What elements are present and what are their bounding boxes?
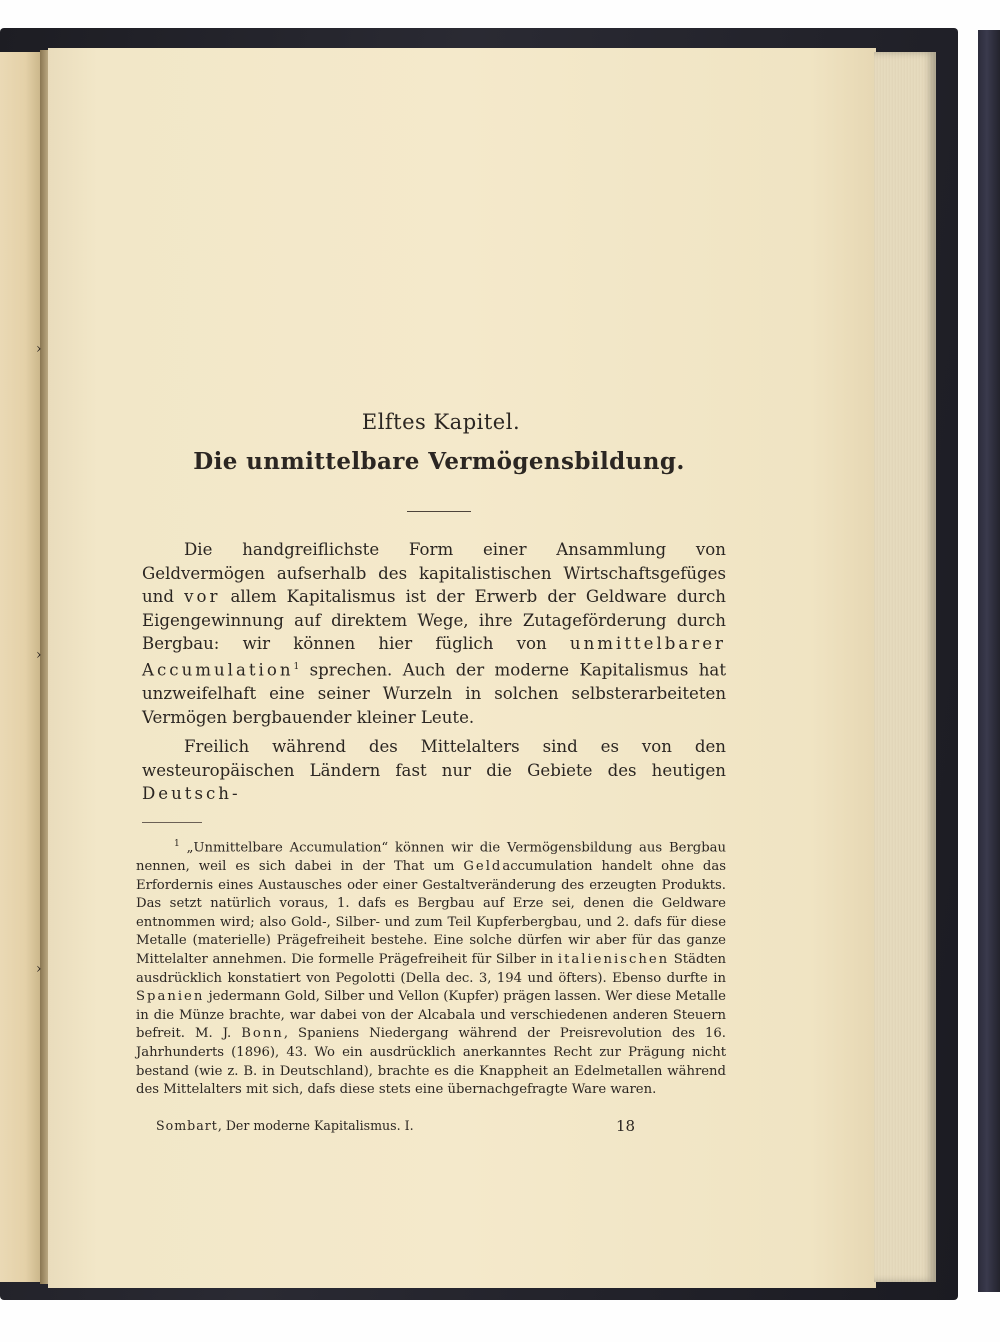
footnote-text: „Unmittelbare Accumulation“ können wir die Vermögensbildung aus Bergbau nennen, weil es sich dabei in der That um (136, 840, 726, 875)
footnote-text: jedermann Gold, Silber und Vellon (Kupfer) prägen lassen. Wer diese Metalle in die Münze brachte, war dabei von der Alcabala und verschiedenen anderen Steuern befreit. M. J. (136, 989, 726, 1042)
footnote-emphasis: Bonn (241, 1026, 284, 1042)
margin-mark: › (36, 647, 42, 663)
cover-edge (978, 30, 1000, 1292)
emphasis-text: Deutsch- (142, 784, 241, 804)
title-rule (407, 511, 471, 512)
page-number: 18 (616, 1117, 636, 1135)
footnote-marker: 1 (174, 839, 180, 850)
footnote-reference: 1 (293, 661, 300, 672)
body-paragraph (136, 735, 726, 806)
paragraph-text: sprechen. Auch der moderne Kapitalismus hat unzweifelhaft eine seiner Wurzeln in solchen selbsterarbeiteten Vermögen bergbauender kleiner Leute. (142, 660, 726, 727)
body-paragraph (136, 538, 726, 729)
paragraph-text: Die handgreiflichste Form einer Ansammlung von Geldvermögen aufserhalb des kapitalistischen Wirtschaftsgefüges und (142, 540, 726, 607)
emphasis-text: vor (184, 587, 221, 607)
footer-work: , Der moderne Kapitalismus. I. (217, 1118, 414, 1133)
chapter-title: Die unmittelbare Vermögensbildung. (193, 448, 685, 475)
paragraph-text: Freilich während des Mittelalters sind es von den westeuropäischen Ländern fast nur die Gebiete des heutigen (142, 737, 726, 780)
margin-mark: › (36, 341, 42, 357)
footnote-emphasis: Spanien (136, 989, 205, 1005)
footnote-text: accumulation handelt ohne das Erfordernis eines Austausches oder einer Gestaltveränderung des erzeugten Produkts. Das setzt natürlich voraus, 1. dafs es Bergbau auf Erze sei, denen die Geldware entnommen wird; also Gold-, Silber- und zum Teil Kupferbergbau, und 2. dafs für diese Metalle (materielle) Prägefreiheit bestehe. Eine solche dürfen wir aber für das ganze Mittelalter annehmen. Die formelle Prägefreiheit für Silber in (136, 859, 726, 968)
footnote-text: , Spaniens Niedergang während der Preisrevolution des 16. Jahrhunderts (1896), 43. Wo ein ausdrücklich anerkanntes Recht zur Prägung nicht bestand (wie z. B. in Deutschland), brachte es die Knappheit an Edelmetallen während des Mittelalters mit sich, dafs diese stets eine übernachgefragte Ware waren. (136, 1026, 727, 1098)
footnote-text: Städten ausdrücklich konstatiert von Pegolotti (Della dec. 3, 194 und öfters). Ebenso durfte in (136, 952, 726, 986)
page-content (136, 410, 726, 1100)
page-footer (156, 1118, 656, 1133)
chapter-number: Elftes Kapitel. (361, 410, 521, 434)
paragraph-text: allem Kapitalismus ist der Erwerb der Geldware durch Eigengewinnung auf direktem Wege, ihre Zutageförderung durch Bergbau: wir können hier füglich von (142, 587, 726, 654)
footer-author: Sombart (156, 1118, 218, 1133)
emphasis-text: unmittelbarer Accumulation (142, 634, 726, 680)
margin-mark: › (36, 961, 42, 977)
footnote (136, 835, 726, 1100)
page-stack-edges (874, 52, 936, 1282)
footnote-emphasis: Geld (463, 859, 503, 875)
footnote-separator (142, 822, 202, 823)
left-page-sliver (0, 52, 42, 1282)
footnote-emphasis: italienischen (557, 952, 670, 968)
